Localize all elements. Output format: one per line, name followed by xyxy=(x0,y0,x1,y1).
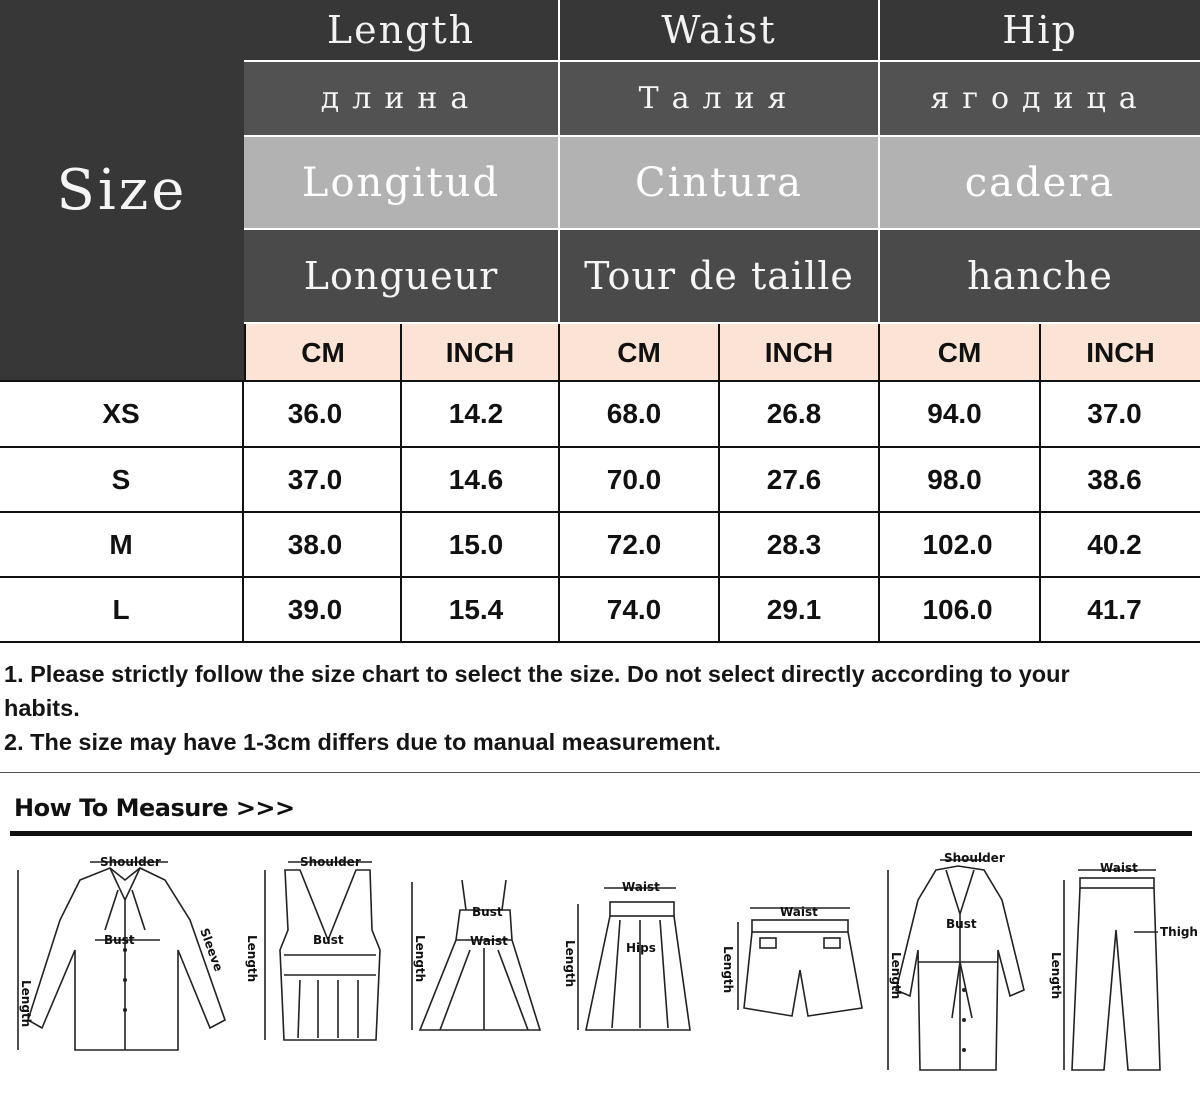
unit-waist-cm-text: CM xyxy=(617,336,661,368)
value-cell xyxy=(560,578,720,642)
value-cell xyxy=(880,513,1041,577)
note-1-continued: habits. xyxy=(4,695,80,721)
value-text: 68.0 xyxy=(606,398,662,429)
sundress-illustration xyxy=(412,880,540,1030)
size-header xyxy=(0,0,244,381)
bust-label: Bust xyxy=(104,933,135,947)
value-cell xyxy=(402,578,560,642)
value-text: 70.0 xyxy=(606,464,662,495)
unit-length-cm-text: CM xyxy=(301,336,345,368)
value-text: 37.0 xyxy=(287,464,343,495)
table-row xyxy=(0,448,1200,512)
length-label: Length xyxy=(721,946,735,994)
value-text: 72.0 xyxy=(606,529,662,560)
value-cell xyxy=(720,513,880,577)
header-length-es xyxy=(244,137,560,230)
length-label: Length xyxy=(413,935,427,983)
header-length-fr-text: Longueur xyxy=(303,254,499,298)
value-cell xyxy=(880,382,1041,446)
value-text: 38.0 xyxy=(287,529,343,560)
value-text: 14.2 xyxy=(448,398,504,429)
value-text: 36.0 xyxy=(287,398,343,429)
length-label: Length xyxy=(563,940,577,988)
value-text: 29.1 xyxy=(766,594,822,625)
notes-divider xyxy=(0,772,1200,773)
how-to-measure-title: How To Measure >>> xyxy=(14,794,295,822)
size-cell xyxy=(0,448,244,512)
value-cell xyxy=(244,382,402,446)
bust-label: Bust xyxy=(946,917,977,931)
value-text: 106.0 xyxy=(922,594,993,625)
hips-label: Hips xyxy=(626,941,656,955)
value-cell xyxy=(720,578,880,642)
header-waist-en-text: Waist xyxy=(661,8,777,52)
length-label: Length xyxy=(1049,952,1063,1000)
value-cell xyxy=(1041,382,1200,446)
value-cell xyxy=(244,448,402,512)
note-1: 1. Please strictly follow the size chart to select the size. Do not select directly according to your xyxy=(4,661,1070,687)
unit-hip-inch xyxy=(1041,324,1200,381)
header-waist-en xyxy=(560,0,880,62)
value-cell xyxy=(402,382,560,446)
header-length-es-text: Longitud xyxy=(301,159,501,206)
header-waist-fr xyxy=(560,230,880,324)
size-cell xyxy=(0,578,244,642)
value-cell xyxy=(1041,513,1200,577)
thigh-label: Thigh xyxy=(1160,925,1198,939)
size-label: L xyxy=(112,594,130,625)
unit-length-inch-text: INCH xyxy=(445,336,515,368)
value-text: 98.0 xyxy=(927,464,982,495)
value-text: 41.7 xyxy=(1087,594,1142,625)
value-cell xyxy=(560,382,720,446)
bust-label: Bust xyxy=(313,933,344,947)
unit-hip-cm xyxy=(880,324,1041,381)
header-hip-ru xyxy=(880,62,1200,137)
length-label: Length xyxy=(19,980,33,1028)
value-cell xyxy=(560,448,720,512)
size-label: S xyxy=(111,464,131,495)
value-text: 14.6 xyxy=(448,464,504,495)
header-hip-ru-text: ягодица xyxy=(930,81,1150,116)
size-cell xyxy=(0,513,244,577)
shoulder-label: Shoulder xyxy=(300,855,361,869)
header-hip-en xyxy=(880,0,1200,62)
size-cell xyxy=(0,382,244,446)
shoulder-label: Shoulder xyxy=(100,855,161,869)
unit-waist-inch-text: INCH xyxy=(764,336,834,368)
table-row xyxy=(0,578,1200,642)
header-length-fr xyxy=(244,230,560,324)
header-hip-fr-text: hanche xyxy=(967,254,1113,298)
value-text: 38.6 xyxy=(1087,464,1142,495)
table-rule xyxy=(0,641,1200,643)
header-hip-es xyxy=(880,137,1200,230)
header-hip-en-text: Hip xyxy=(1002,8,1078,52)
header-length-en xyxy=(244,0,560,62)
waist-label: Waist xyxy=(470,934,508,948)
waist-label: Waist xyxy=(1100,861,1138,875)
header-length-ru xyxy=(244,62,560,137)
value-text: 15.0 xyxy=(448,529,504,560)
value-cell xyxy=(1041,578,1200,642)
value-cell xyxy=(402,513,560,577)
value-text: 94.0 xyxy=(927,398,982,429)
table-row xyxy=(0,513,1200,577)
size-header-label: Size xyxy=(56,158,188,223)
value-text: 40.2 xyxy=(1087,529,1142,560)
value-cell xyxy=(720,382,880,446)
skirt-illustration xyxy=(563,880,690,1030)
header-waist-fr-text: Tour de taille xyxy=(584,254,854,298)
value-cell xyxy=(244,513,402,577)
tank-top-illustration xyxy=(245,855,380,1040)
trousers-illustration xyxy=(1049,861,1198,1070)
unit-length-cm xyxy=(244,324,402,381)
value-cell xyxy=(244,578,402,642)
header-hip-es-text: cadera xyxy=(964,159,1116,206)
size-label: M xyxy=(109,529,133,560)
value-cell xyxy=(1041,448,1200,512)
shoulder-label: Shoulder xyxy=(944,851,1005,865)
waist-label: Waist xyxy=(622,880,660,894)
value-cell xyxy=(720,448,880,512)
value-text: 37.0 xyxy=(1087,398,1142,429)
title-underline xyxy=(10,831,1192,836)
header-length-en-text: Length xyxy=(326,8,476,52)
sleeve-label: Sleeve xyxy=(197,926,226,974)
unit-waist-inch xyxy=(720,324,880,381)
size-label: XS xyxy=(102,398,140,429)
value-text: 102.0 xyxy=(922,529,993,560)
value-cell xyxy=(880,578,1041,642)
value-cell xyxy=(880,448,1041,512)
header-hip-fr xyxy=(880,230,1200,324)
garment-illustrations xyxy=(0,840,1200,1090)
note-2: 2. The size may have 1-3cm differs due to manual measurement. xyxy=(4,729,722,755)
table-row xyxy=(0,382,1200,446)
length-label: Length xyxy=(245,935,259,983)
unit-hip-cm-text: CM xyxy=(937,336,982,368)
value-text: 15.4 xyxy=(448,594,504,625)
value-text: 28.3 xyxy=(766,529,822,560)
unit-length-inch xyxy=(402,324,560,381)
value-text: 27.6 xyxy=(766,464,822,495)
header-length-ru-text: длина xyxy=(320,81,482,116)
value-cell xyxy=(402,448,560,512)
shorts-illustration xyxy=(721,905,862,1016)
waist-label: Waist xyxy=(780,905,818,919)
coat-illustration xyxy=(888,851,1024,1070)
value-cell xyxy=(560,513,720,577)
header-waist-es xyxy=(560,137,880,230)
blouse-illustration xyxy=(18,855,226,1050)
header-waist-es-text: Cintura xyxy=(635,159,803,206)
value-text: 74.0 xyxy=(606,594,662,625)
header-waist-ru xyxy=(560,62,880,137)
unit-hip-inch-text: INCH xyxy=(1086,336,1155,368)
header-waist-ru-text: Талия xyxy=(638,81,800,116)
bust-label: Bust xyxy=(472,905,503,919)
value-text: 26.8 xyxy=(766,398,822,429)
unit-waist-cm xyxy=(560,324,720,381)
value-text: 39.0 xyxy=(287,594,343,625)
length-label: Length xyxy=(889,952,903,1000)
